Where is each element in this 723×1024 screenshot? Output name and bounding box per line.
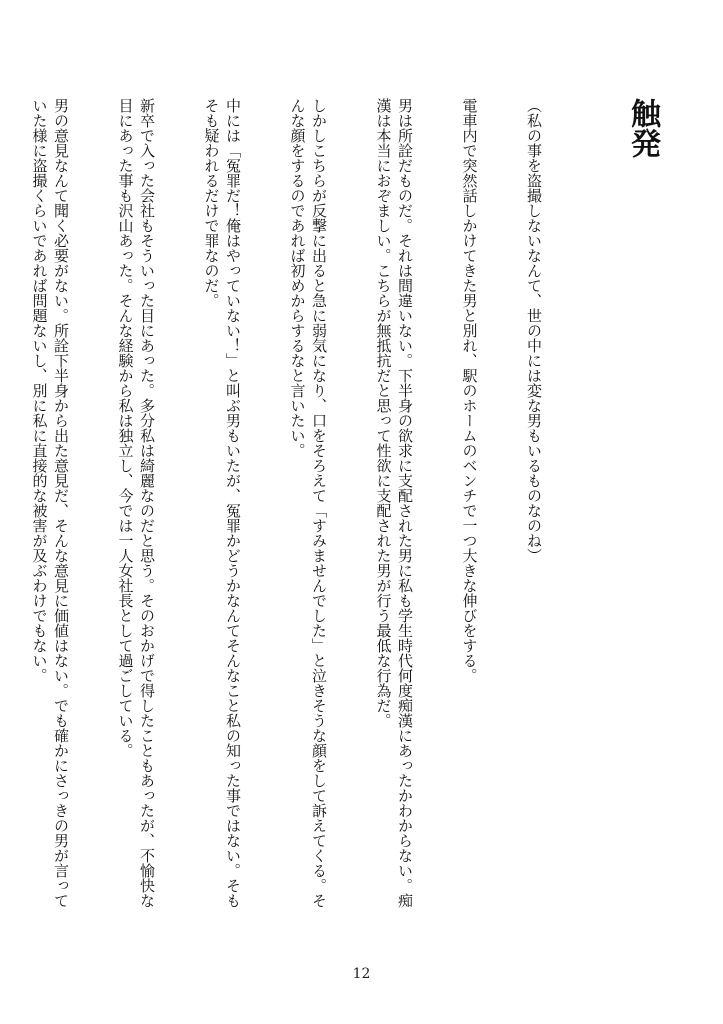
paragraph: 中には「冤罪だ！俺はやっていない！」と叫ぶ男もいたが、冤罪かどうかなんてそんなこと私の知った事ではない。そもそも疑われるだけで罪なのだ。	[202, 98, 242, 908]
paragraph: 新卒で入った会社もそういった目にあった。多分私は綺麗なのだと思う。そのおかげで得したこともあったが、不愉快な目にあった事も沢山あった。そんな経験から私は独立し、今では一人女社長として過ごしている。	[116, 98, 156, 908]
page-number: 12	[352, 966, 371, 982]
paragraph: 男の意見なんて聞く必要がない。所詮下半身から出た意見だ、そんな意見に価値はない。でも確かにさっきの男が言っていた様に盗撮くらいであれば問題ないし、別に私に直接的な被害が及ぶわけでもない。	[30, 98, 70, 908]
page-title: 触発	[625, 98, 660, 158]
paragraph: 電車内で突然話しかけてきた男と別れ、駅のホームのベンチで一つ大きな伸びをする。	[460, 98, 479, 683]
paragraph: しかしこちらが反撃に出ると急に弱気になり、口をそろえて「すみませんでした」と泣きそうな顔をして訴えてくる。そんな顔をするのであれば初めからするなと言いたい。	[288, 98, 328, 908]
paragraph: （私の事を盗撮しないなんて、世の中には変な男もいるものなのね）	[525, 98, 543, 563]
paragraph: 男は所詮だものだ。それは間違いない。下半身の欲求に支配された男に私も学生時代何度痴漢にあったかわからない。痴漢は本当におぞましい。こちらが無抵抗だと思って性欲に支配された男が行う最低な行為だ。	[374, 98, 414, 908]
body-text	[30, 98, 587, 918]
